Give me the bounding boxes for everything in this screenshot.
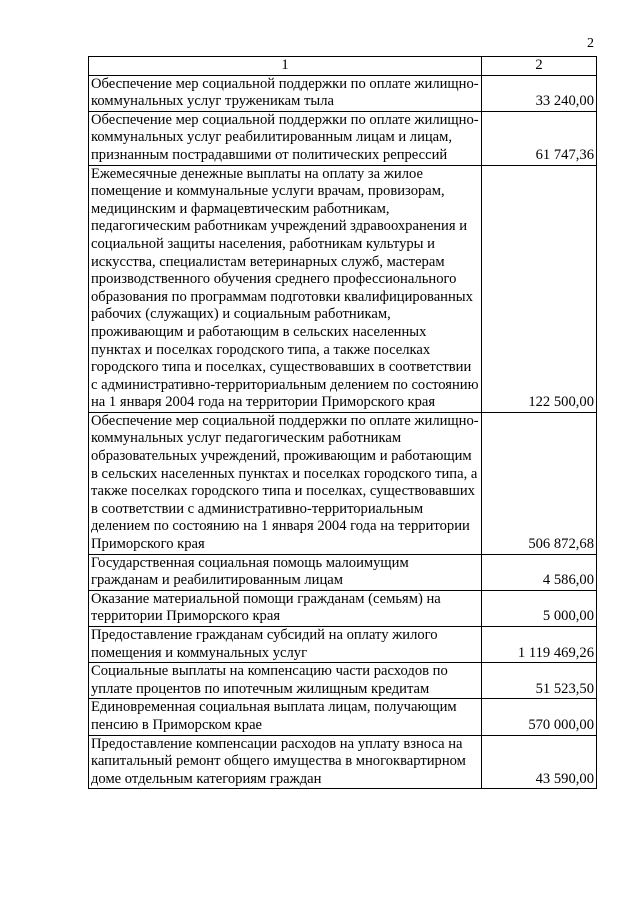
row-amount: 1 119 469,26 bbox=[482, 627, 597, 663]
table-row bbox=[89, 590, 597, 626]
row-amount: 33 240,00 bbox=[482, 75, 597, 111]
row-description: Оказание материальной помощи гражданам (семьям) на территории Приморского края bbox=[89, 590, 482, 626]
row-amount: 5 000,00 bbox=[482, 590, 597, 626]
table-header-row bbox=[89, 57, 597, 76]
page-number: 2 bbox=[587, 36, 594, 51]
row-description: Ежемесячные денежные выплаты на оплату за жилое помещение и коммунальные услуги врачам, провизорам, медицинским и фармацевтическим работникам, педагогическим работникам учреждений здравоохранения и социальной защиты населения, работникам культуры и искусства, специалистам ветеринарных служб, мастерам производственного обучения среднего профессионального образования по программам подготовки квалифицированных рабочих (служащих) и социальным работникам, проживающим и работающим в сельских населенных пунктах и поселках городского типа, а также поселках городского типа и поселках, существовавших в соответствии с административно-территориальным делением по состоянию на 1 января 2004 года на территории Приморского края bbox=[89, 165, 482, 412]
row-amount: 506 872,68 bbox=[482, 412, 597, 554]
row-description: Предоставление компенсации расходов на уплату взноса на капитальный ремонт общего имущества в многоквартирном доме отдельным категориям граждан bbox=[89, 735, 482, 789]
row-amount: 122 500,00 bbox=[482, 165, 597, 412]
table-row bbox=[89, 554, 597, 590]
table-row bbox=[89, 699, 597, 735]
row-description: Единовременная социальная выплата лицам, получающим пенсию в Приморском крае bbox=[89, 699, 482, 735]
table-row bbox=[89, 75, 597, 111]
table-row bbox=[89, 627, 597, 663]
row-amount: 4 586,00 bbox=[482, 554, 597, 590]
column-header-1: 1 bbox=[89, 57, 482, 76]
row-amount: 61 747,36 bbox=[482, 111, 597, 165]
row-description: Обеспечение мер социальной поддержки по оплате жилищно-коммунальных услуг педагогическим работникам образовательных учреждений, проживающим и работающим в сельских населенных пунктах и поселках городского типа, а также поселках городского типа и поселках, существовавших в соответствии с административно-территориальным делением по состоянию на 1 января 2004 года на территории Приморского края bbox=[89, 412, 482, 554]
row-description: Социальные выплаты на компенсацию части расходов по уплате процентов по ипотечным жилищным кредитам bbox=[89, 663, 482, 699]
row-description: Государственная социальная помощь малоимущим гражданам и реабилитированным лицам bbox=[89, 554, 482, 590]
row-amount: 51 523,50 bbox=[482, 663, 597, 699]
table-row bbox=[89, 735, 597, 789]
row-description: Предоставление гражданам субсидий на оплату жилого помещения и коммунальных услуг bbox=[89, 627, 482, 663]
table-row bbox=[89, 412, 597, 554]
table-row bbox=[89, 663, 597, 699]
table-row bbox=[89, 165, 597, 412]
column-header-2: 2 bbox=[482, 57, 597, 76]
table-row bbox=[89, 111, 597, 165]
row-description: Обеспечение мер социальной поддержки по оплате жилищно-коммунальных услуг труженикам тыла bbox=[89, 75, 482, 111]
row-amount: 43 590,00 bbox=[482, 735, 597, 789]
row-amount: 570 000,00 bbox=[482, 699, 597, 735]
row-description: Обеспечение мер социальной поддержки по оплате жилищно-коммунальных услуг реабилитированным лицам и лицам, признанным пострадавшими от политических репрессий bbox=[89, 111, 482, 165]
budget-table bbox=[88, 56, 597, 789]
